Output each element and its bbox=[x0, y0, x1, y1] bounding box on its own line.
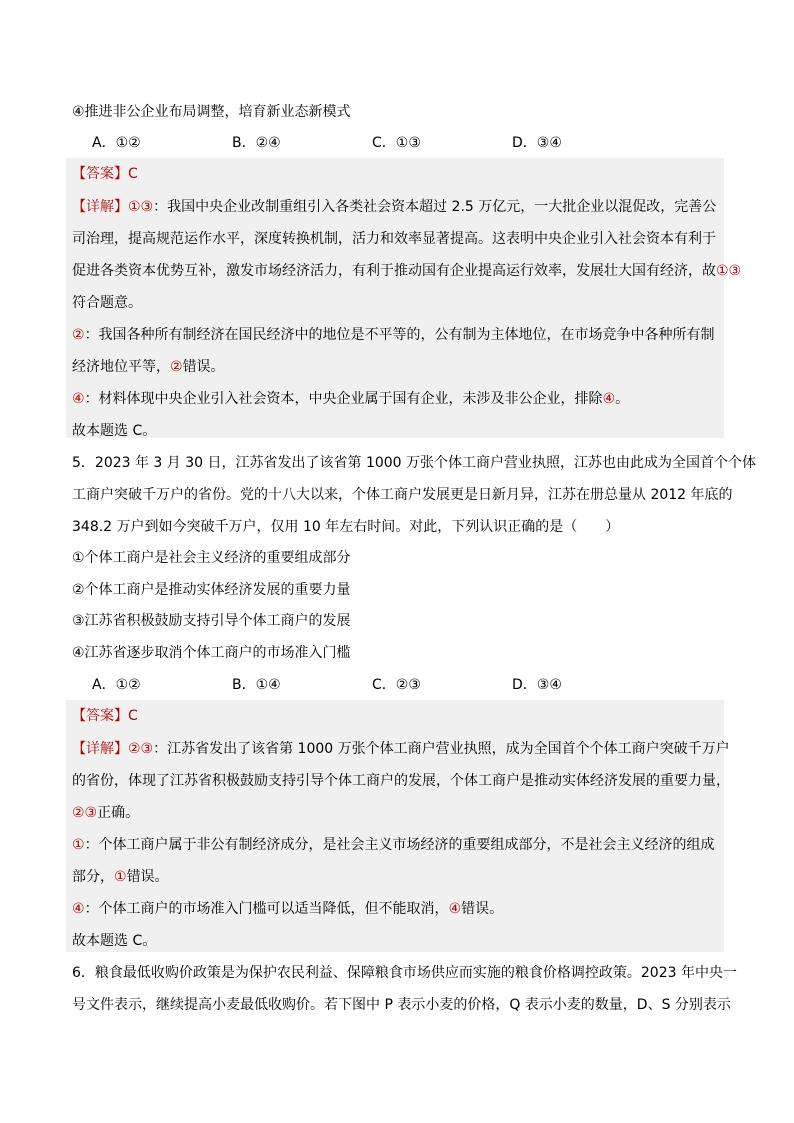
q4-point-2-line-1 bbox=[72, 325, 715, 345]
q5-item-2: ②个体工商户是推动实体经济发展的重要力量 bbox=[72, 582, 351, 598]
detail-text: 促进各类资本优势互补，激发市场经济活力，有利于推动国有企业提高运行效率，发展壮大国有经济，故 bbox=[72, 263, 716, 279]
q4-detail-line-4: 符合题意。 bbox=[72, 295, 142, 311]
detail-mark: ①③ bbox=[128, 199, 154, 215]
point-mark: ① bbox=[72, 837, 85, 853]
answer-label: 【答案】 bbox=[72, 708, 128, 724]
point-text: 错误。 bbox=[182, 359, 225, 375]
point-text: ：个体工商户的市场准入门槛可以适当降低，但不能取消， bbox=[84, 901, 449, 917]
detail-label: 【详解】 bbox=[72, 741, 128, 757]
q5-item-4: ④江苏省逐步取消个体工商户的市场准入门槛 bbox=[72, 645, 351, 661]
q5-detail-line-3 bbox=[72, 803, 139, 823]
q5-conclusion: 故本题选 C。 bbox=[72, 933, 157, 949]
q6-stem-line-2: 号文件表示，继续提高小麦最低收购价。若下图中 P 表示小麦的价格，Q 表示小麦的数量，D、S 分别表示 bbox=[72, 997, 731, 1013]
point-mark: ④ bbox=[72, 901, 85, 917]
q4-answer bbox=[72, 164, 138, 184]
detail-text: ：我国中央企业改制重组引入各类社会资本超过 2.5 万亿元，一大批企业以混促改，完善公 bbox=[153, 199, 717, 215]
q4-item-4: ④推进非公企业布局调整，培育新业态新模式 bbox=[72, 104, 351, 120]
point-mark: ② bbox=[170, 359, 183, 375]
point-text: ：我国各种所有制经济在国民经济中的地位是不平等的，公有制为主体地位，在市场竞争中各种所有制 bbox=[84, 327, 715, 343]
q5-options bbox=[92, 675, 652, 695]
point-text: ：材料体现中央企业引入社会资本，中央企业属于国有企业，未涉及非公企业，排除 bbox=[84, 391, 603, 407]
q5-item-1: ①个体工商户是社会主义经济的重要组成部分 bbox=[72, 550, 351, 566]
q5-detail-line-2: 的省份，体现了江苏省积极鼓励支持引导个体工商户的发展，个体工商户是推动实体经济发展的重要力量， bbox=[72, 773, 730, 789]
point-mark: ① bbox=[114, 869, 127, 885]
q4-detail-line-3 bbox=[72, 261, 741, 281]
q4-point-4 bbox=[72, 389, 629, 409]
q5-detail-line-1 bbox=[72, 739, 730, 759]
q5-stem-line-1: 5．2023 年 3 月 30 日，江苏省发出了该省第 1000 万张个体工商户营业执照，江苏也由此成为全国首个个体 bbox=[72, 455, 757, 471]
q5-option-c: C．②③ bbox=[372, 677, 421, 693]
point-text: 错误。 bbox=[461, 901, 504, 917]
detail-mark: ②③ bbox=[72, 805, 98, 821]
answer-label: 【答案】 bbox=[72, 166, 128, 182]
q5-point-4 bbox=[72, 899, 503, 919]
detail-mark: ②③ bbox=[128, 741, 154, 757]
q5-answer bbox=[72, 706, 138, 726]
q5-point-1-line-1 bbox=[72, 835, 715, 855]
q5-option-b: B．①④ bbox=[232, 677, 281, 693]
q5-item-3: ③江苏省积极鼓励支持引导个体工商户的发展 bbox=[72, 613, 351, 629]
answer-value: C bbox=[128, 166, 138, 182]
q4-point-2-line-2 bbox=[72, 357, 225, 377]
point-mark: ④ bbox=[602, 391, 616, 407]
q5-stem-line-3: 348.2 万户到如今突破千万户，仅用 10 年左右时间。对此，下列认识正确的是（ ） bbox=[72, 519, 620, 535]
answer-value: C bbox=[128, 708, 138, 724]
point-mark: ④ bbox=[448, 901, 462, 917]
q5-option-d: D．③④ bbox=[512, 677, 562, 693]
detail-label: 【详解】 bbox=[72, 199, 128, 215]
q4-options bbox=[92, 133, 652, 153]
q6-stem-line-1: 6．粮食最低收购价政策是为保护农民利益、保障粮食市场供应而实施的粮食价格调控政策。2023 年中央一 bbox=[72, 965, 737, 981]
q5-point-1-line-2 bbox=[72, 867, 169, 887]
q4-option-d: D．③④ bbox=[512, 135, 562, 151]
point-text: 。 bbox=[615, 391, 630, 407]
q4-detail-line-1 bbox=[72, 197, 716, 217]
point-mark: ② bbox=[72, 327, 85, 343]
q4-detail-line-2: 司治理，提高规范运作水平，深度转换机制，活力和效率显著提高。这表明中央企业引入社会资本有利于 bbox=[72, 231, 716, 247]
point-text: 错误。 bbox=[126, 869, 169, 885]
q5-stem-line-2: 工商户突破千万户的省份。党的十八大以来，个体工商户发展更是日新月异，江苏在册总量从 2012 年底的 bbox=[72, 487, 733, 503]
point-text: 部分， bbox=[72, 869, 114, 885]
q4-option-a: A．①② bbox=[92, 135, 141, 151]
q4-conclusion: 故本题选 C。 bbox=[72, 423, 157, 439]
detail-text: ：江苏省发出了该省第 1000 万张个体工商户营业执照，成为全国首个个体工商户突破千万户 bbox=[153, 741, 730, 757]
point-text: ：个体工商户属于非公有制经济成分，是社会主义市场经济的重要组成部分，不是社会主义经济的组成 bbox=[84, 837, 715, 853]
detail-mark: ①③ bbox=[716, 263, 742, 279]
detail-text: 正确。 bbox=[97, 805, 140, 821]
point-text: 经济地位平等， bbox=[72, 359, 170, 375]
q5-option-a: A．①② bbox=[92, 677, 141, 693]
q4-option-b: B．②④ bbox=[232, 135, 281, 151]
point-mark: ④ bbox=[72, 391, 85, 407]
q4-option-c: C．①③ bbox=[372, 135, 421, 151]
